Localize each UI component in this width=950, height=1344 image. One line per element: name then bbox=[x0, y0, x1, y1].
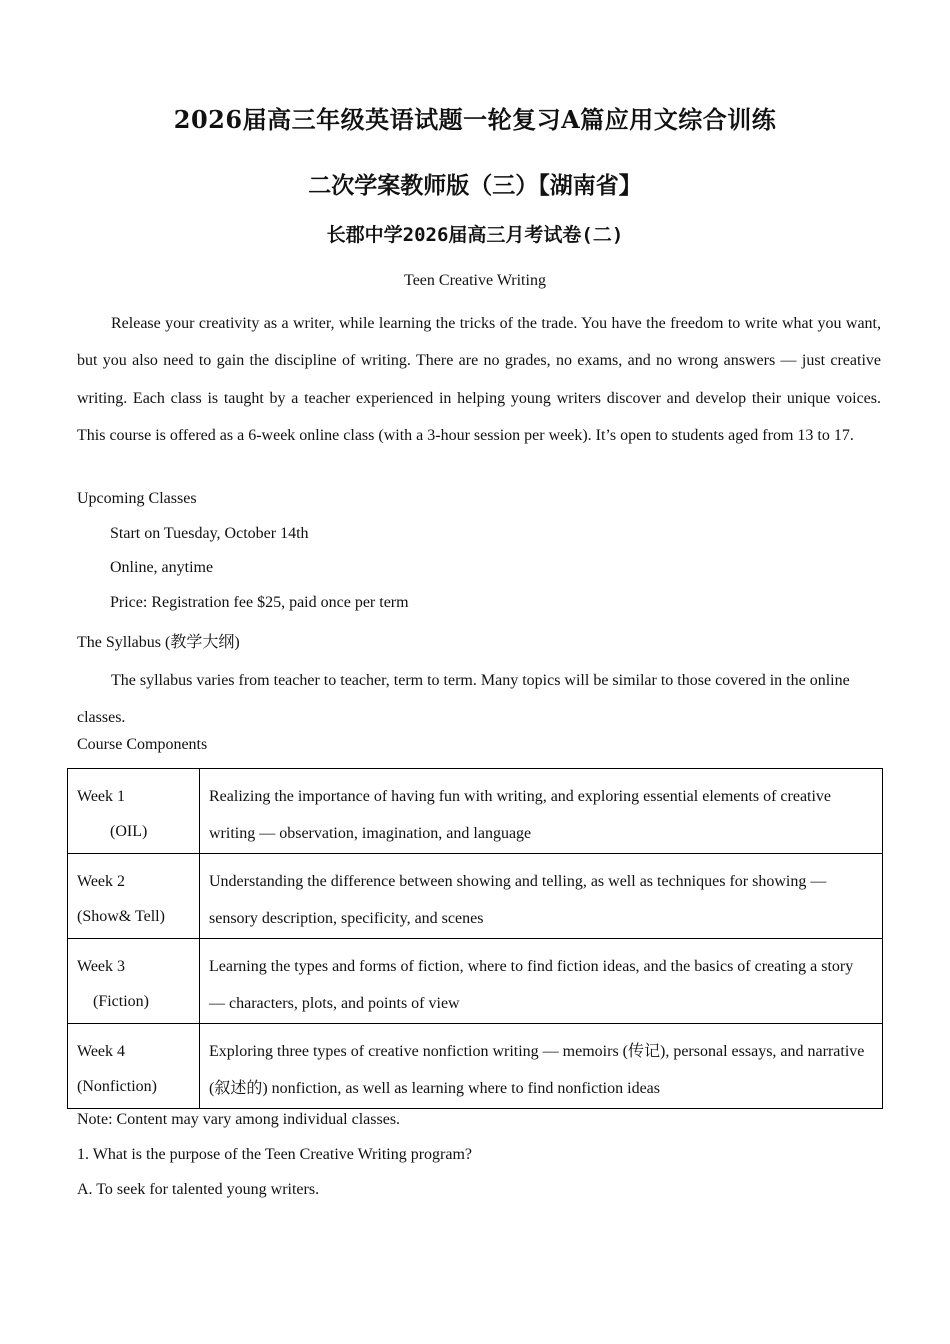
table-row bbox=[68, 769, 883, 854]
week-topic: (Show& Tell) bbox=[77, 908, 165, 925]
exam-source: 长郡中学2026届高三月考试卷(二) bbox=[326, 224, 624, 246]
table-row bbox=[68, 1024, 883, 1109]
table-note: Note: Content may vary among individual classes. bbox=[77, 1111, 401, 1128]
upcoming-item: Start on Tuesday, October 14th bbox=[110, 525, 309, 542]
course-components-table bbox=[67, 768, 883, 1109]
intro-paragraph: Release your creativity as a writer, while learning the tricks of the trade. You have the freedom to write what you want, but you also need to gain the discipline of writing. There are no grades, no exams, and no wrong answers — just creative writing. Each class is taught by a teacher experienced in helping young writers discover and develop their unique voices. This course is offered as a 6-week online class (with a 3-hour session per week). It’s open to students aged from 13 to 17. bbox=[77, 315, 881, 445]
upcoming-heading: Upcoming Classes bbox=[77, 490, 197, 507]
week-description: Understanding the difference between showing and telling, as well as techniques for showing — sensory description, specificity, and scenes bbox=[200, 854, 883, 939]
page-subtitle: 二次学案教师版（三）【湖南省】 bbox=[308, 173, 642, 199]
table-row bbox=[68, 939, 883, 1024]
syllabus-paragraph: The syllabus varies from teacher to teacher, term to term. Many topics will be similar to those covered in the online classes. bbox=[77, 672, 850, 727]
week-description: Learning the types and forms of fiction, where to find fiction ideas, and the basics of creating a story — characters, plots, and points of view bbox=[200, 939, 883, 1024]
week-cell bbox=[68, 1024, 200, 1109]
week-topic: (Nonfiction) bbox=[77, 1078, 157, 1095]
week-description: Exploring three types of creative nonfiction writing — memoirs (传记), personal essays, and narrative (叙述的) nonfiction, as well as learning where to find nonfiction ideas bbox=[200, 1024, 883, 1109]
week-description: Realizing the importance of having fun with writing, and exploring essential elements of creative writing — observation, imagination, and language bbox=[200, 769, 883, 854]
week-topic: (Fiction) bbox=[93, 993, 149, 1010]
question-stem: 1. What is the purpose of the Teen Creative Writing program? bbox=[77, 1146, 473, 1163]
syllabus-heading: The Syllabus (教学大纲) bbox=[77, 634, 240, 651]
answer-option-a: A. To seek for talented young writers. bbox=[77, 1181, 320, 1198]
week-cell bbox=[68, 939, 200, 1024]
table-row bbox=[68, 854, 883, 939]
week-cell bbox=[68, 854, 200, 939]
page-title: 2026届高三年级英语试题一轮复习A篇应用文综合训练 bbox=[173, 105, 777, 134]
week-label: Week 3 bbox=[77, 958, 126, 975]
upcoming-item: Price: Registration fee $25, paid once per term bbox=[110, 594, 409, 611]
week-topic: (OIL) bbox=[110, 823, 148, 840]
week-label: Week 1 bbox=[77, 788, 126, 805]
components-heading: Course Components bbox=[77, 736, 208, 753]
upcoming-item: Online, anytime bbox=[110, 559, 214, 576]
week-label: Week 4 bbox=[77, 1043, 126, 1060]
article-heading: Teen Creative Writing bbox=[404, 272, 546, 289]
week-cell bbox=[68, 769, 200, 854]
week-label: Week 2 bbox=[77, 873, 126, 890]
